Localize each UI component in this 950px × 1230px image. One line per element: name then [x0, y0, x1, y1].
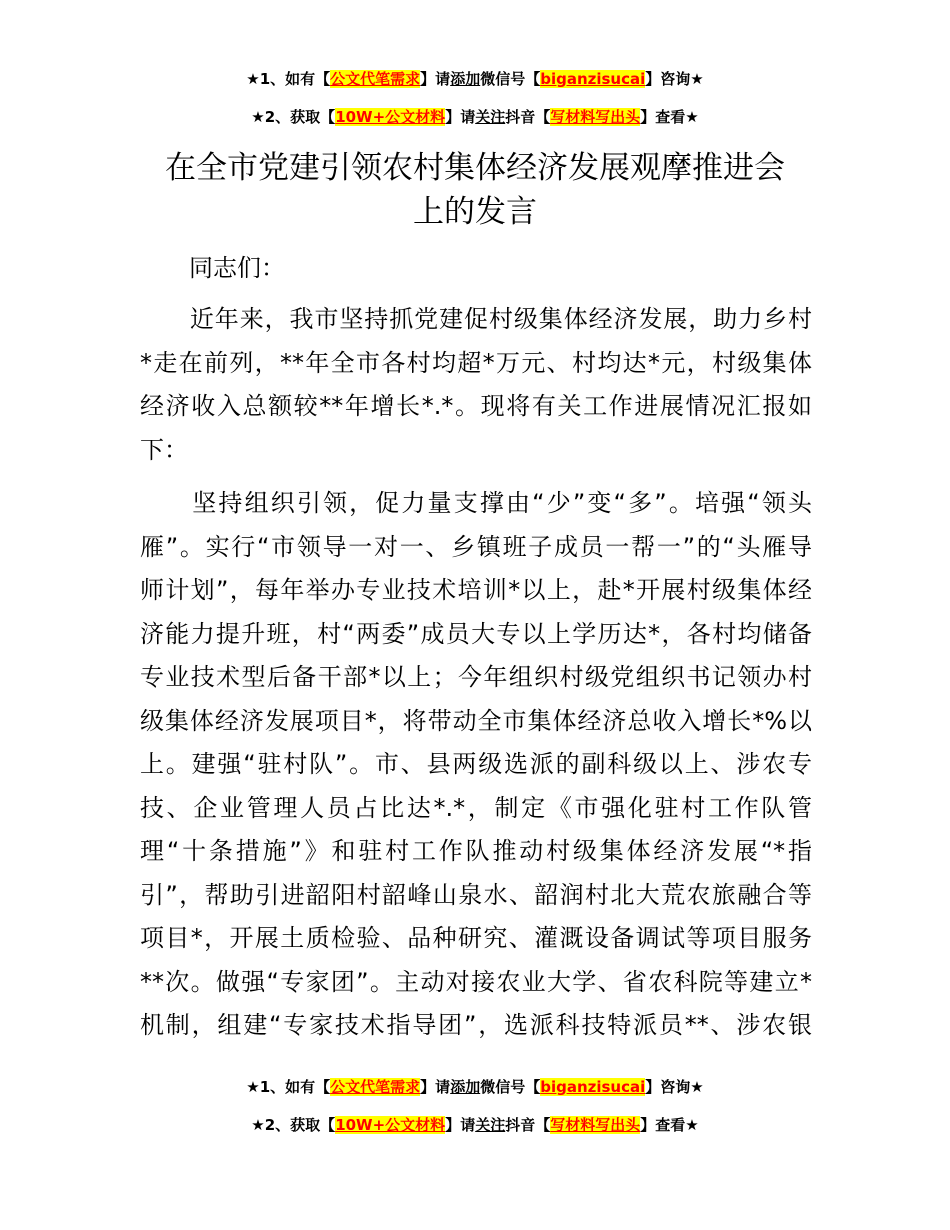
document-title — [95, 146, 855, 234]
text-line: 雁”。实行“市领导一对一、乡镇班子成员一帮一”的“头雁导 — [140, 532, 812, 561]
text-line: 坚持组织引领，促力量支撑由“少”变“多”。培强“领头 — [140, 489, 812, 517]
title-line: 在全市党建引领农村集体经济发展观摩推进会 — [165, 150, 785, 186]
header-banner-line-1 — [0, 68, 950, 90]
banner-suffix: 】咨询★ — [645, 1078, 704, 1096]
text-line: 近年来，我市坚持抓党建促村级集体经济发展，助力乡村 — [140, 305, 812, 333]
banner-highlight: 公文代笔需求 — [330, 70, 421, 88]
greeting: 同志们： — [189, 254, 285, 282]
banner-underlined-text: 关注 — [475, 108, 506, 126]
banner-prefix: ★1、如有【 — [246, 1078, 331, 1096]
banner-highlight: 10W+公文材料 — [335, 108, 446, 126]
banner-text: 抖音【 — [505, 1116, 551, 1134]
banner-text: 】请 — [420, 70, 451, 88]
banner-prefix: ★2、获取【 — [251, 1116, 336, 1134]
banner-text: 】请 — [445, 108, 476, 126]
text-line: 级集体经济发展项目*，将带动全市集体经济总收入增长*%以 — [140, 706, 812, 735]
banner-underlined-text: 添加 — [450, 1078, 481, 1096]
footer-banner-line-1 — [0, 1076, 950, 1098]
banner-text: 抖音【 — [505, 108, 551, 126]
text-line: 上。建强“驻村队”。市、县两级选派的副科级以上、涉农专 — [140, 750, 812, 778]
banner-text: 微信号【 — [480, 70, 541, 88]
banner-wechat-id: biganzisucai — [540, 70, 646, 88]
text-line: 经济收入总额较**年增长*.*。现将有关工作进展情况汇报如 — [140, 392, 812, 420]
banner-text: 】请 — [445, 1116, 476, 1134]
text-line: 理“十条措施”》和驻村工作队推动村级集体经济发展“*指 — [140, 837, 812, 865]
banner-highlight: 10W+公文材料 — [335, 1116, 446, 1134]
text-line: 技、企业管理人员占比达*.*，制定《市强化驻村工作队管 — [140, 793, 812, 822]
banner-douyin-id: 写材料写出头 — [550, 108, 641, 126]
text-line: 机制，组建“专家技术指导团”，选派科技特派员**、涉农银 — [140, 1011, 812, 1039]
header-banner-line-2 — [0, 106, 950, 128]
banner-underlined-text: 关注 — [475, 1116, 506, 1134]
banner-text: 微信号【 — [480, 1078, 541, 1096]
footer-banner-line-2 — [0, 1114, 950, 1136]
paragraph-intro — [140, 298, 812, 472]
text-line: 师计划”，每年举办专业技术培训*以上，赴*开展村级集体经 — [140, 576, 812, 604]
paragraph-organization-leadership — [140, 482, 812, 1048]
text-line: 引”，帮助引进韶阳村韶峰山泉水、韶润村北大荒农旅融合等 — [140, 880, 812, 909]
text-line: 专业技术型后备干部*以上；今年组织村级党组织书记领办村 — [140, 663, 812, 691]
banner-suffix: 】查看★ — [640, 108, 699, 126]
banner-suffix: 】查看★ — [640, 1116, 699, 1134]
banner-prefix: ★2、获取【 — [251, 108, 336, 126]
banner-underlined-text: 添加 — [450, 70, 481, 88]
text-line: *走在前列，**年全市各村均超*万元、村均达*元，村级集体 — [140, 348, 812, 377]
banner-highlight: 公文代笔需求 — [330, 1078, 421, 1096]
title-line: 上的发言 — [413, 194, 537, 230]
text-line: 下： — [140, 435, 188, 464]
text-line: 项目*，开展土质检验、品种研究、灌溉设备调试等项目服务 — [140, 924, 812, 952]
text-line: 济能力提升班，村“两委”成员大专以上学历达*，各村均储备 — [140, 619, 812, 648]
banner-prefix: ★1、如有【 — [246, 70, 331, 88]
text-line: **次。做强“专家团”。主动对接农业大学、省农科院等建立* — [140, 967, 812, 996]
banner-wechat-id: biganzisucai — [540, 1078, 646, 1096]
banner-douyin-id: 写材料写出头 — [550, 1116, 641, 1134]
banner-text: 】请 — [420, 1078, 451, 1096]
banner-suffix: 】咨询★ — [645, 70, 704, 88]
